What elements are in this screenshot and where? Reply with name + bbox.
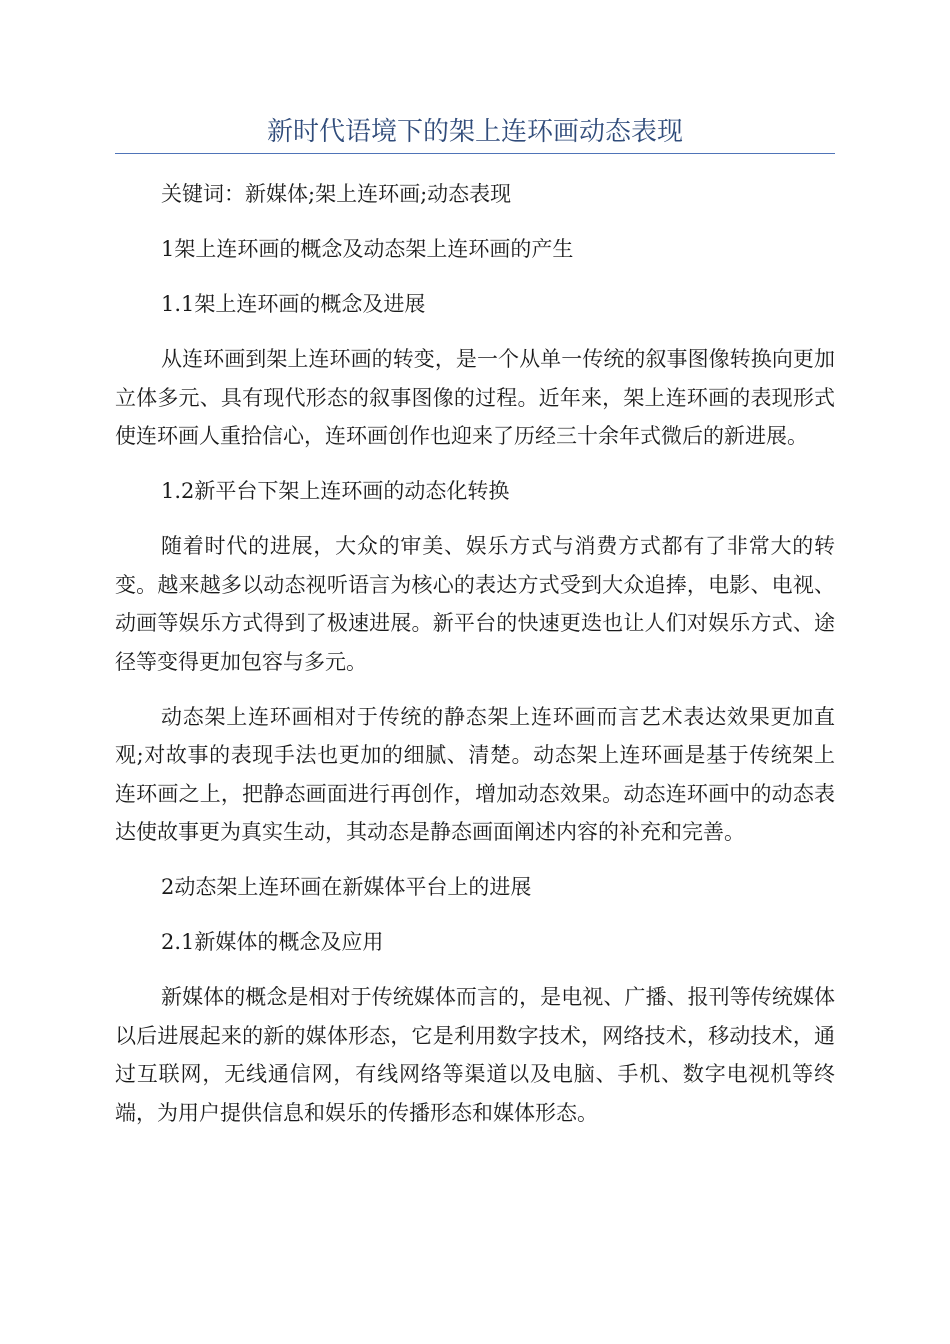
paragraph: 从连环画到架上连环画的转变，是一个从单一传统的叙事图像转换向更加立体多元、具有现代形态的叙事图像的过程。近年来，架上连环画的表现形式使连环画人重拾信心，连环画创作也迎来了历经三十余年式微后的新进展。 [115,347,835,448]
document-body [115,175,835,1149]
paragraph: 随着时代的进展，大众的审美、娱乐方式与消费方式都有了非常大的转变。越来越多以动态视听语言为核心的表达方式受到大众追捧，电影、电视、动画等娱乐方式得到了极速进展。新平台的快速更迭也让人们对娱乐方式、途径等变得更加包容与多元。 [115,534,835,674]
keywords-line: 关键词：新媒体;架上连环画;动态表现 [161,182,512,206]
paragraph: 动态架上连环画相对于传统的静态架上连环画而言艺术表达效果更加直观;对故事的表现手法也更加的细腻、清楚。动态架上连环画是基于传统架上连环画之上，把静态画面进行再创作，增加动态效果。动态连环画中的动态表达使故事更为真实生动，其动态是静态画面阐述内容的补充和完善。 [115,704,835,844]
section-heading-1: 1架上连环画的概念及动态架上连环画的产生 [161,237,574,261]
section-heading-1-2: 1.2新平台下架上连环画的动态化转换 [161,479,510,503]
paragraph: 新媒体的概念是相对于传统媒体而言的，是电视、广播、报刊等传统媒体以后进展起来的新的媒体形态，它是利用数字技术，网络技术，移动技术，通过互联网，无线通信网，有线网络等渠道以及电脑、手机、数字电视机等终端，为用户提供信息和娱乐的传播形态和媒体形态。 [115,985,835,1125]
title-underline [115,153,835,154]
section-heading-2: 2动态架上连环画在新媒体平台上的进展 [161,875,532,899]
section-heading-2-1: 2.1新媒体的概念及应用 [161,930,384,954]
document-title: 新时代语境下的架上连环画动态表现 [266,117,683,147]
section-heading-1-1: 1.1架上连环画的概念及进展 [161,292,426,316]
